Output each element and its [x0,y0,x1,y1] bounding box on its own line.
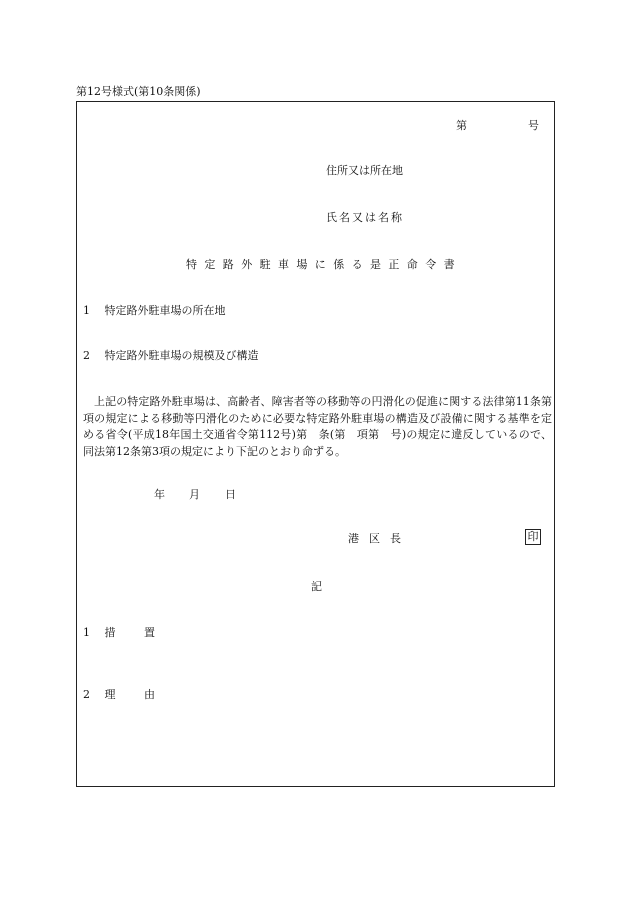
ki-heading: 記 [311,580,322,593]
document-number-suffix: 号 [528,119,539,132]
issuer-name: 港区長 [348,532,411,545]
item-text: 特定路外駐車場の規模及び構造 [104,349,259,362]
form-number-label: 第12号様式(第10条関係) [76,85,201,98]
item-number: 2 [83,349,90,362]
measure-item [83,626,155,640]
reason-label-second: 由 [144,688,155,701]
recipient-name-label: 氏名又は名称 [326,211,404,224]
document-number-prefix: 第 [456,119,467,132]
document-title: 特定路外駐車場に係る是正命令書 [186,258,462,271]
measure-number: 1 [83,626,90,639]
reason-label-first: 理 [104,688,116,701]
reason-number: 2 [83,688,90,701]
item-number: 1 [83,304,90,317]
order-body-text: 上記の特定路外駐車場は、高齢者、障害者等の移動等の円滑化の促進に関する法律第11条第 項の規定による移動等円滑化のために必要な特定路外駐車場の構造及び設備に関する基準を定める省令(平成18年国土交通省令第112号)第 条(第 項第 号)の規定に違反しているので、同法第12条第3項の規定により下記のとおり命ずる。 [83,395,563,458]
item-scale-structure [83,349,259,363]
seal-stamp-box: 印 [525,529,541,545]
date-year: 年 [154,488,165,501]
item-text: 特定路外駐車場の所在地 [104,304,226,317]
recipient-address-label: 住所又は所在地 [326,164,403,177]
item-location [83,304,226,318]
reason-item [83,688,155,702]
date-month: 月 [189,488,200,501]
measure-label-second: 置 [144,626,155,639]
measure-label-first: 措 [104,626,116,639]
date-day: 日 [225,488,236,501]
